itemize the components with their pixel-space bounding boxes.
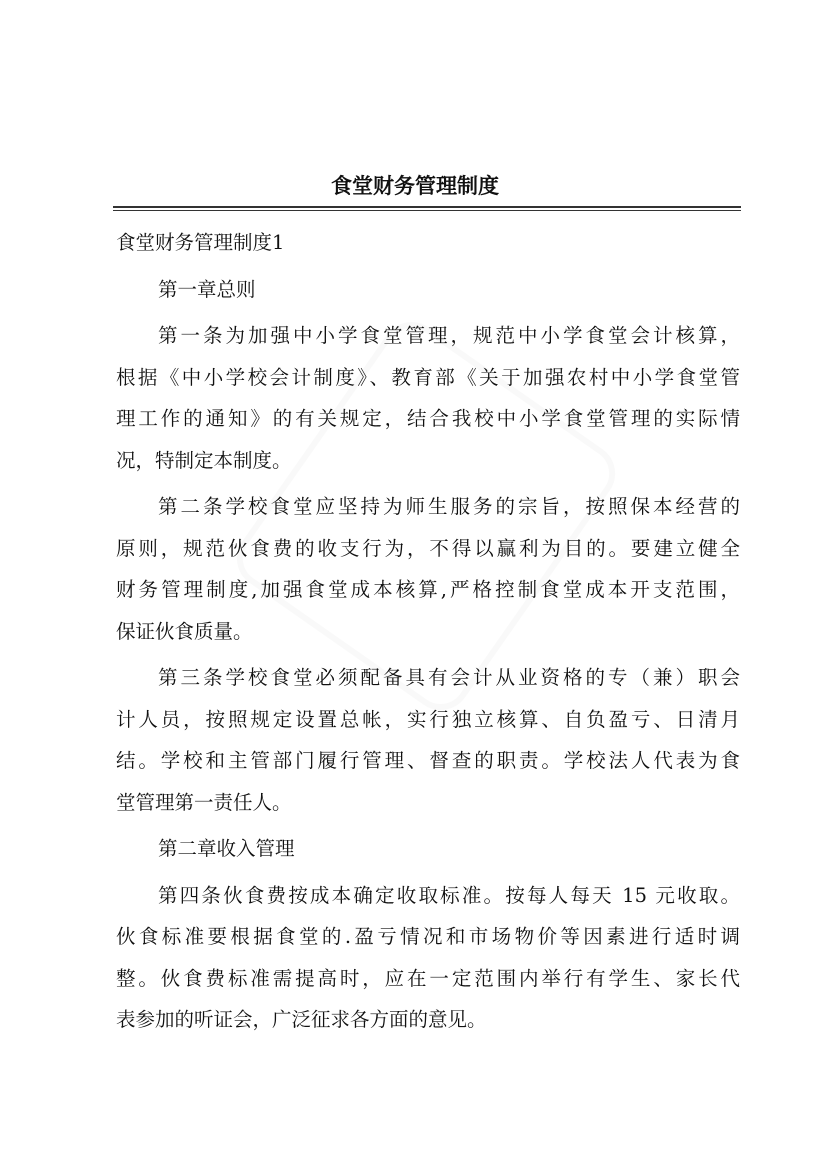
- chapter-heading-1: 第一章总则: [158, 277, 256, 301]
- text-line: 第四条伙食费按成本确定收取标准。按每人每天 15 元收取。: [158, 883, 740, 907]
- section-heading: 食堂财务管理制度1: [116, 231, 285, 254]
- text-line: 计人员，按照规定设置总帐，实行独立核算、自负盈亏、日清月: [116, 707, 740, 731]
- text-line: 原则，规范伙食费的收支行为，不得以赢利为目的。要建立健全: [116, 536, 740, 560]
- chapter-heading-2: 第二章收入管理: [158, 837, 295, 860]
- text-line: 表参加的听证会，广泛征求各方面的意见。: [116, 1008, 487, 1031]
- title-divider: [113, 206, 741, 211]
- text-line: 财务管理制度,加强食堂成本核算,严格控制食堂成本开支范围，: [116, 578, 740, 601]
- text-line: 理工作的通知》的有关规定，结合我校中小学食堂管理的实际情: [116, 407, 740, 430]
- article-4: [116, 875, 740, 1041]
- text-line: 第三条学校食堂必须配备具有会计从业资格的专（兼）职会: [158, 666, 740, 689]
- text-line: 保证伙食质量。: [116, 619, 253, 643]
- text-line: 结。学校和主管部门履行管理、督查的职责。学校法人代表为食: [116, 749, 740, 772]
- text-line: 第一条为加强中小学食堂管理，规范中小学食堂会计核算，: [158, 324, 740, 347]
- text-line: 第二条学校食堂应坚持为师生服务的宗旨，按照保本经营的: [158, 495, 740, 518]
- text-line: 况，特制定本制度。: [116, 448, 292, 472]
- text-line: 根据《中小学校会计制度》、教育部《关于加强农村中小学食堂管: [116, 365, 740, 389]
- text-line: 伙食标准要根据食堂的.盈亏情况和市场物价等因素进行适时调: [116, 925, 740, 948]
- document-body: [116, 222, 740, 1046]
- text-line: 整。伙食费标准需提高时，应在一定范围内举行有学生、家长代: [116, 966, 740, 990]
- article-2: [116, 486, 740, 652]
- article-3: [116, 657, 740, 823]
- article-1: [116, 315, 740, 481]
- document-title: 食堂财务管理制度: [331, 174, 499, 198]
- text-line: 堂管理第一责任人。: [116, 790, 292, 814]
